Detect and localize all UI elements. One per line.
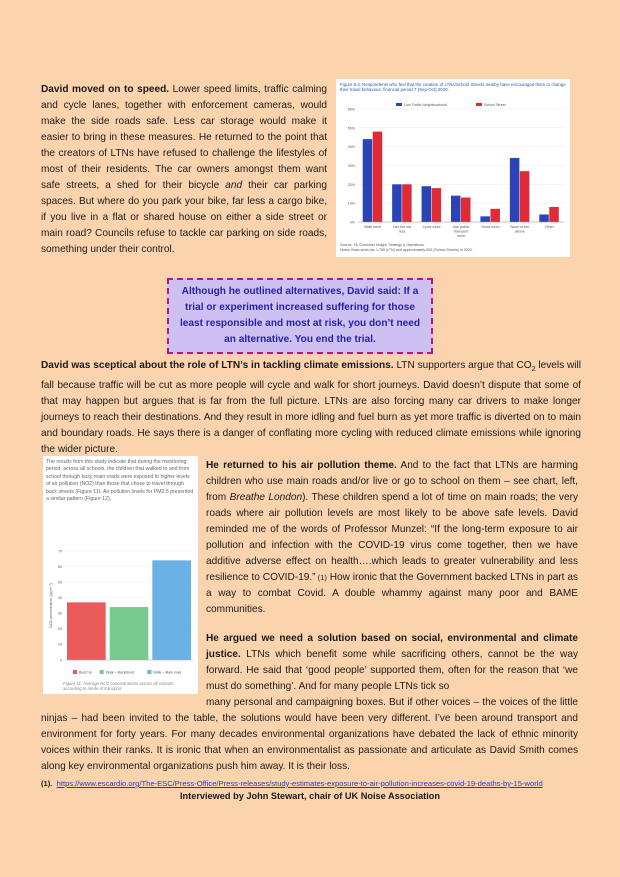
air-lead: He returned to his air pollution theme.: [206, 460, 397, 471]
figure1-x-tick-line: Other: [544, 225, 554, 229]
figure2-legend-label: Walk – Main road: [153, 670, 182, 675]
figure1-source-line: Source: TfL Customer Insight, Strategy & Operations.: [340, 243, 425, 247]
school-no2-figure: [43, 456, 198, 694]
speed-paragraph: [41, 82, 327, 258]
figure2-y-tick: 50: [58, 580, 62, 585]
air-text-a: And to the fact that LTNs are harming children who use main roads and/or live or go to school on them – see chart, left, from: [206, 460, 578, 503]
climate-lead: David was sceptical about the role of LTN’s in tackling climate emissions.: [41, 360, 394, 371]
figure1-x-tick-line: transport: [453, 229, 469, 234]
justice-paragraph: [206, 631, 578, 695]
figure2-bar: [152, 560, 191, 660]
travel-behaviour-figure: [336, 79, 570, 257]
figure2-legend-swatch: [147, 670, 151, 674]
figure2-y-tick: 10: [58, 642, 62, 647]
figure2-y-tick: 30: [58, 611, 62, 616]
air-pollution-paragraph: [206, 458, 578, 618]
figure1-y-tick: 20%: [347, 182, 355, 187]
figure1-title: Figure 8.6: Respondents who feel that the creation of LTNs/School Streets nearby have encouraged them to change their travel behaviour, financial period 7 (Sep-Oct) 2020.: [340, 82, 566, 93]
figure2-y-tick: 70: [58, 549, 62, 554]
figure1-source-line: Notes: Base sizes are 1,765 (LTN) and approximately 600 (School Streets) in 2020.: [340, 248, 473, 252]
figure1-y-tick: 60%: [347, 107, 355, 112]
figure1-legend-swatch: [396, 103, 402, 106]
figure1-legend-label: School Street: [484, 103, 506, 107]
figure1-bar: [422, 186, 432, 222]
pull-quote: Although he outlined alternatives, David said: If a trial or experiment increased suffering for those least responsible and most at risk, you don’t need an alternative. You end the trial.: [167, 278, 433, 354]
figure1-x-tick-line: Cycle more: [422, 225, 441, 229]
figure1-x-tick-line: Use the car: [392, 225, 412, 229]
school-no2-chart: [43, 456, 198, 694]
figure1-bar: [461, 198, 471, 222]
figure1-bar: [363, 139, 373, 222]
figure2-bar: [110, 607, 149, 660]
figure2-y-tick: 60: [58, 564, 62, 569]
figure1-x-tick-line: Walk more: [364, 225, 382, 229]
footnote: [41, 779, 543, 789]
figure1-x-tick-line: less: [398, 229, 406, 234]
figure2-y-label: NO2 concentration (µg m⁻³): [49, 583, 53, 628]
figure1-bar: [520, 171, 530, 222]
climate-text-a: LTN supporters argue that CO: [393, 360, 532, 371]
justice-text-a: LTNs which benefit some while sacrificing others, cannot be the way forward. He said that ‘good people’ supported them, often for the reason that ‘we must do something’. And for many people LTNs tick so: [206, 649, 578, 692]
figure1-x-tick-line: None of the: [510, 225, 530, 229]
figure1-legend-swatch: [476, 103, 482, 106]
climate-text-b: levels will fall because traffic will be cut as more people will cycle and walk for short journeys. David doesn’t dispute that some of that may happen but argues that is far from the full picture. LTNs are also forcing many car drivers to make longer journeys to reach their destinations. And they result in more idling and fuel burn as yet more traffic is diverted on to main and boundary roads. He says there is a danger of conflating more cycling with reduced climate emissions while ignoring the wider picture.: [41, 360, 581, 456]
figure2-legend-label: Walk – Backstreet: [105, 670, 135, 675]
figure1-x-tick-line: Scoot more: [481, 225, 500, 229]
figure1-bar: [539, 214, 549, 222]
air-text-b: ). These children spend a lot of time on main roads; the very roads where air pollution levels are most likely to be above safe levels. David reminded me of the words of Professor Munzel: “If the long-term exposure to air pollution and infection with the COVID-19 virus come together, then we have additive adverse effect on health….which leads to greater vulnerability and less resilience to COVID-19.”: [206, 492, 578, 583]
speed-text-b: their car parking spaces. But where do you park your bike, far less a cargo bike, if you live in a flat or shared house on either a side street or main road? Councils refuse to tackle car parking on side roads, something under their control.: [41, 180, 327, 255]
speed-em: and: [225, 180, 243, 191]
figure1-y-tick: 50%: [347, 126, 355, 131]
figure2-y-tick: 40: [58, 596, 62, 601]
figure1-bar: [392, 184, 402, 222]
interview-credit: Interviewed by John Stewart, chair of UK Noise Association: [179, 791, 441, 801]
justice-text-b: many personal and campaigning boxes. But if other voices – the voices of the little ninjas – had been invited to the table, the solutions would have been very different. I’ve been around transport and environment for forty years. For many decades environmental organizations have debated the lack of ethnic minority voices within their ranks. It is ironic that when an environmentalist as passionate and articulate as David Smith comes along key environmental organizations push him away. It is their loss.: [41, 697, 578, 772]
figure2-y-tick: 20: [58, 627, 62, 632]
figure1-bar: [490, 209, 500, 222]
figure2-legend-swatch: [100, 670, 104, 674]
figure1-x-tick-line: above: [514, 229, 525, 234]
climate-paragraph: [41, 358, 581, 458]
figure2-bar: [67, 602, 106, 660]
figure1-bar: [451, 196, 461, 222]
figure1-y-tick: 30%: [347, 164, 355, 168]
figure2-y-tick: 0: [60, 658, 62, 663]
figure1-y-tick: 40%: [347, 145, 355, 150]
footnote-link[interactable]: https://www.escardio.org/The-ESC/Press-Office/Press-releases/study-estimates-exposure-to-air-pollution-increases-covid-19-deaths-by-15-world: [56, 779, 543, 788]
figure2-text: The results from this study indicate that during the monitoring period, across all schools, the children that walked to and from school through busy main roads were exposed to higher levels of air pollution (NO2) than those that chose to travel through back streets (Figure 11). Air pollution levels for PM2.5 presented a similar pattern (Figure 12).: [46, 459, 194, 503]
figure1-bar: [510, 158, 520, 222]
figure1-bar: [549, 207, 559, 222]
justice-paragraph-continued: [41, 695, 578, 775]
figure1-bar: [480, 216, 490, 222]
travel-behaviour-chart: [336, 79, 570, 257]
air-em: Breathe London: [229, 492, 303, 503]
figure2-caption: Figure 11. Average NO2 concentrations across all schools, according to mode of transport: [63, 681, 175, 692]
speed-lead: David moved on to speed.: [41, 84, 170, 95]
figure1-bar: [402, 184, 412, 222]
figure1-x-tick-line: Use public: [452, 225, 470, 229]
justice-lead: He argued we need a solution based on social, environmental and climate justice.: [206, 633, 578, 660]
co2-subscript: 2: [531, 366, 536, 374]
speed-text-a: Lower speed limits, traffic calming and cycle lanes, together with enforcement cameras, would make the side roads safe. Less car storage would make it easier to bring in these measures. He returned to the point that the creators of LTNs have refused to challenge the lifestyles of most of their residents. The car owners amongst them want safe streets, a shed for their bicycle: [41, 84, 327, 191]
footnote-number: (1).: [41, 779, 53, 788]
figure1-x-tick-line: more: [456, 234, 466, 239]
footnote-ref: (1): [315, 573, 327, 582]
figure1-y-tick: 10%: [347, 201, 355, 206]
figure1-bar: [432, 188, 442, 222]
air-text-c: How ironic that the Government backed LTNs in part as a way to combat Covid. A double whammy against many poor and BAME communities.: [206, 572, 579, 615]
figure1-legend-label: Low Traffic Neighbourhood: [404, 103, 447, 107]
figure1-y-tick: 0%: [349, 220, 355, 225]
figure2-legend-swatch: [73, 670, 77, 674]
figure1-bar: [373, 132, 383, 222]
figure2-legend-label: Bus/Car: [79, 670, 92, 675]
